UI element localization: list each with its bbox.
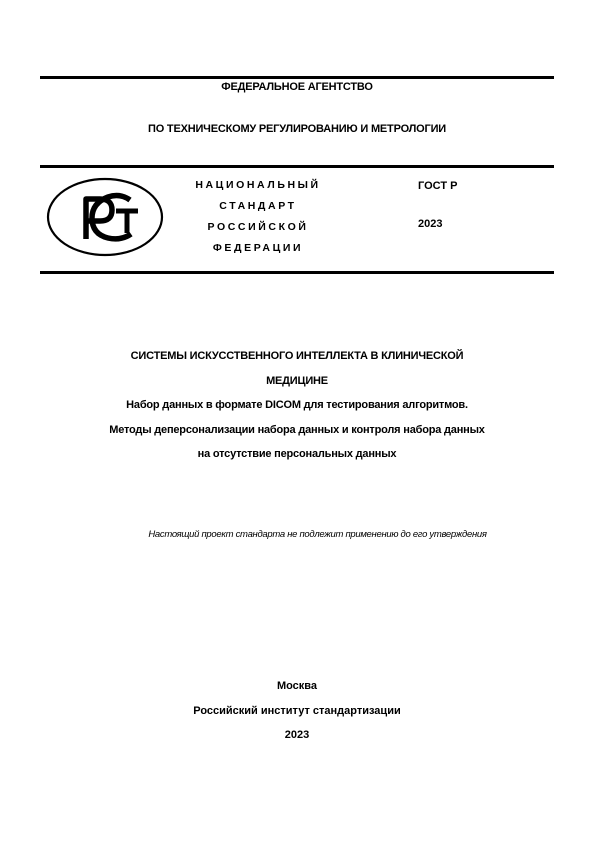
top-rule	[40, 76, 554, 79]
agency-name-line-2: ПО ТЕХНИЧЕСКОМУ РЕГУЛИРОВАНИЮ И МЕТРОЛОГИИ	[148, 123, 446, 135]
draft-notice: Настоящий проект стандарта не подлежит применению до его утверждения	[148, 529, 487, 540]
title-line: СИСТЕМЫ ИСКУССТВЕННОГО ИНТЕЛЛЕКТА В КЛИНИЧЕСКОЙ	[130, 350, 464, 362]
publisher-name: Российский институт стандартизации	[193, 704, 401, 717]
national-standard-label	[178, 175, 338, 259]
document-title	[40, 344, 554, 467]
agency-name-line-1: ФЕДЕРАЛЬНОЕ АГЕНТСТВО	[221, 81, 373, 93]
subtitle-line: Набор данных в формате DICOM для тестирования алгоритмов.	[126, 399, 468, 411]
national-standard-line: ФЕДЕРАЦИИ	[212, 242, 304, 254]
gost-year: 2023	[418, 218, 443, 230]
gost-designation: ГОСТ Р	[418, 180, 458, 192]
title-line: МЕДИЦИНЕ	[266, 374, 328, 387]
national-standard-line: РОССИЙСКОЙ	[207, 221, 309, 233]
standard-block-rule	[40, 271, 554, 274]
publication-city: Москва	[276, 680, 318, 692]
rst-emblem-icon	[46, 177, 164, 257]
publication-year: 2023	[284, 729, 310, 741]
subtitle-line: Методы деперсонализации набора данных и контроля набора данных	[109, 423, 485, 436]
national-standard-line: СТАНДАРТ	[219, 200, 297, 212]
header-divider-rule	[40, 165, 554, 168]
publication-info	[40, 674, 554, 748]
subtitle-line: на отсутствие персональных данных	[197, 448, 397, 460]
national-standard-line: НАЦИОНАЛЬНЫЙ	[195, 179, 321, 191]
